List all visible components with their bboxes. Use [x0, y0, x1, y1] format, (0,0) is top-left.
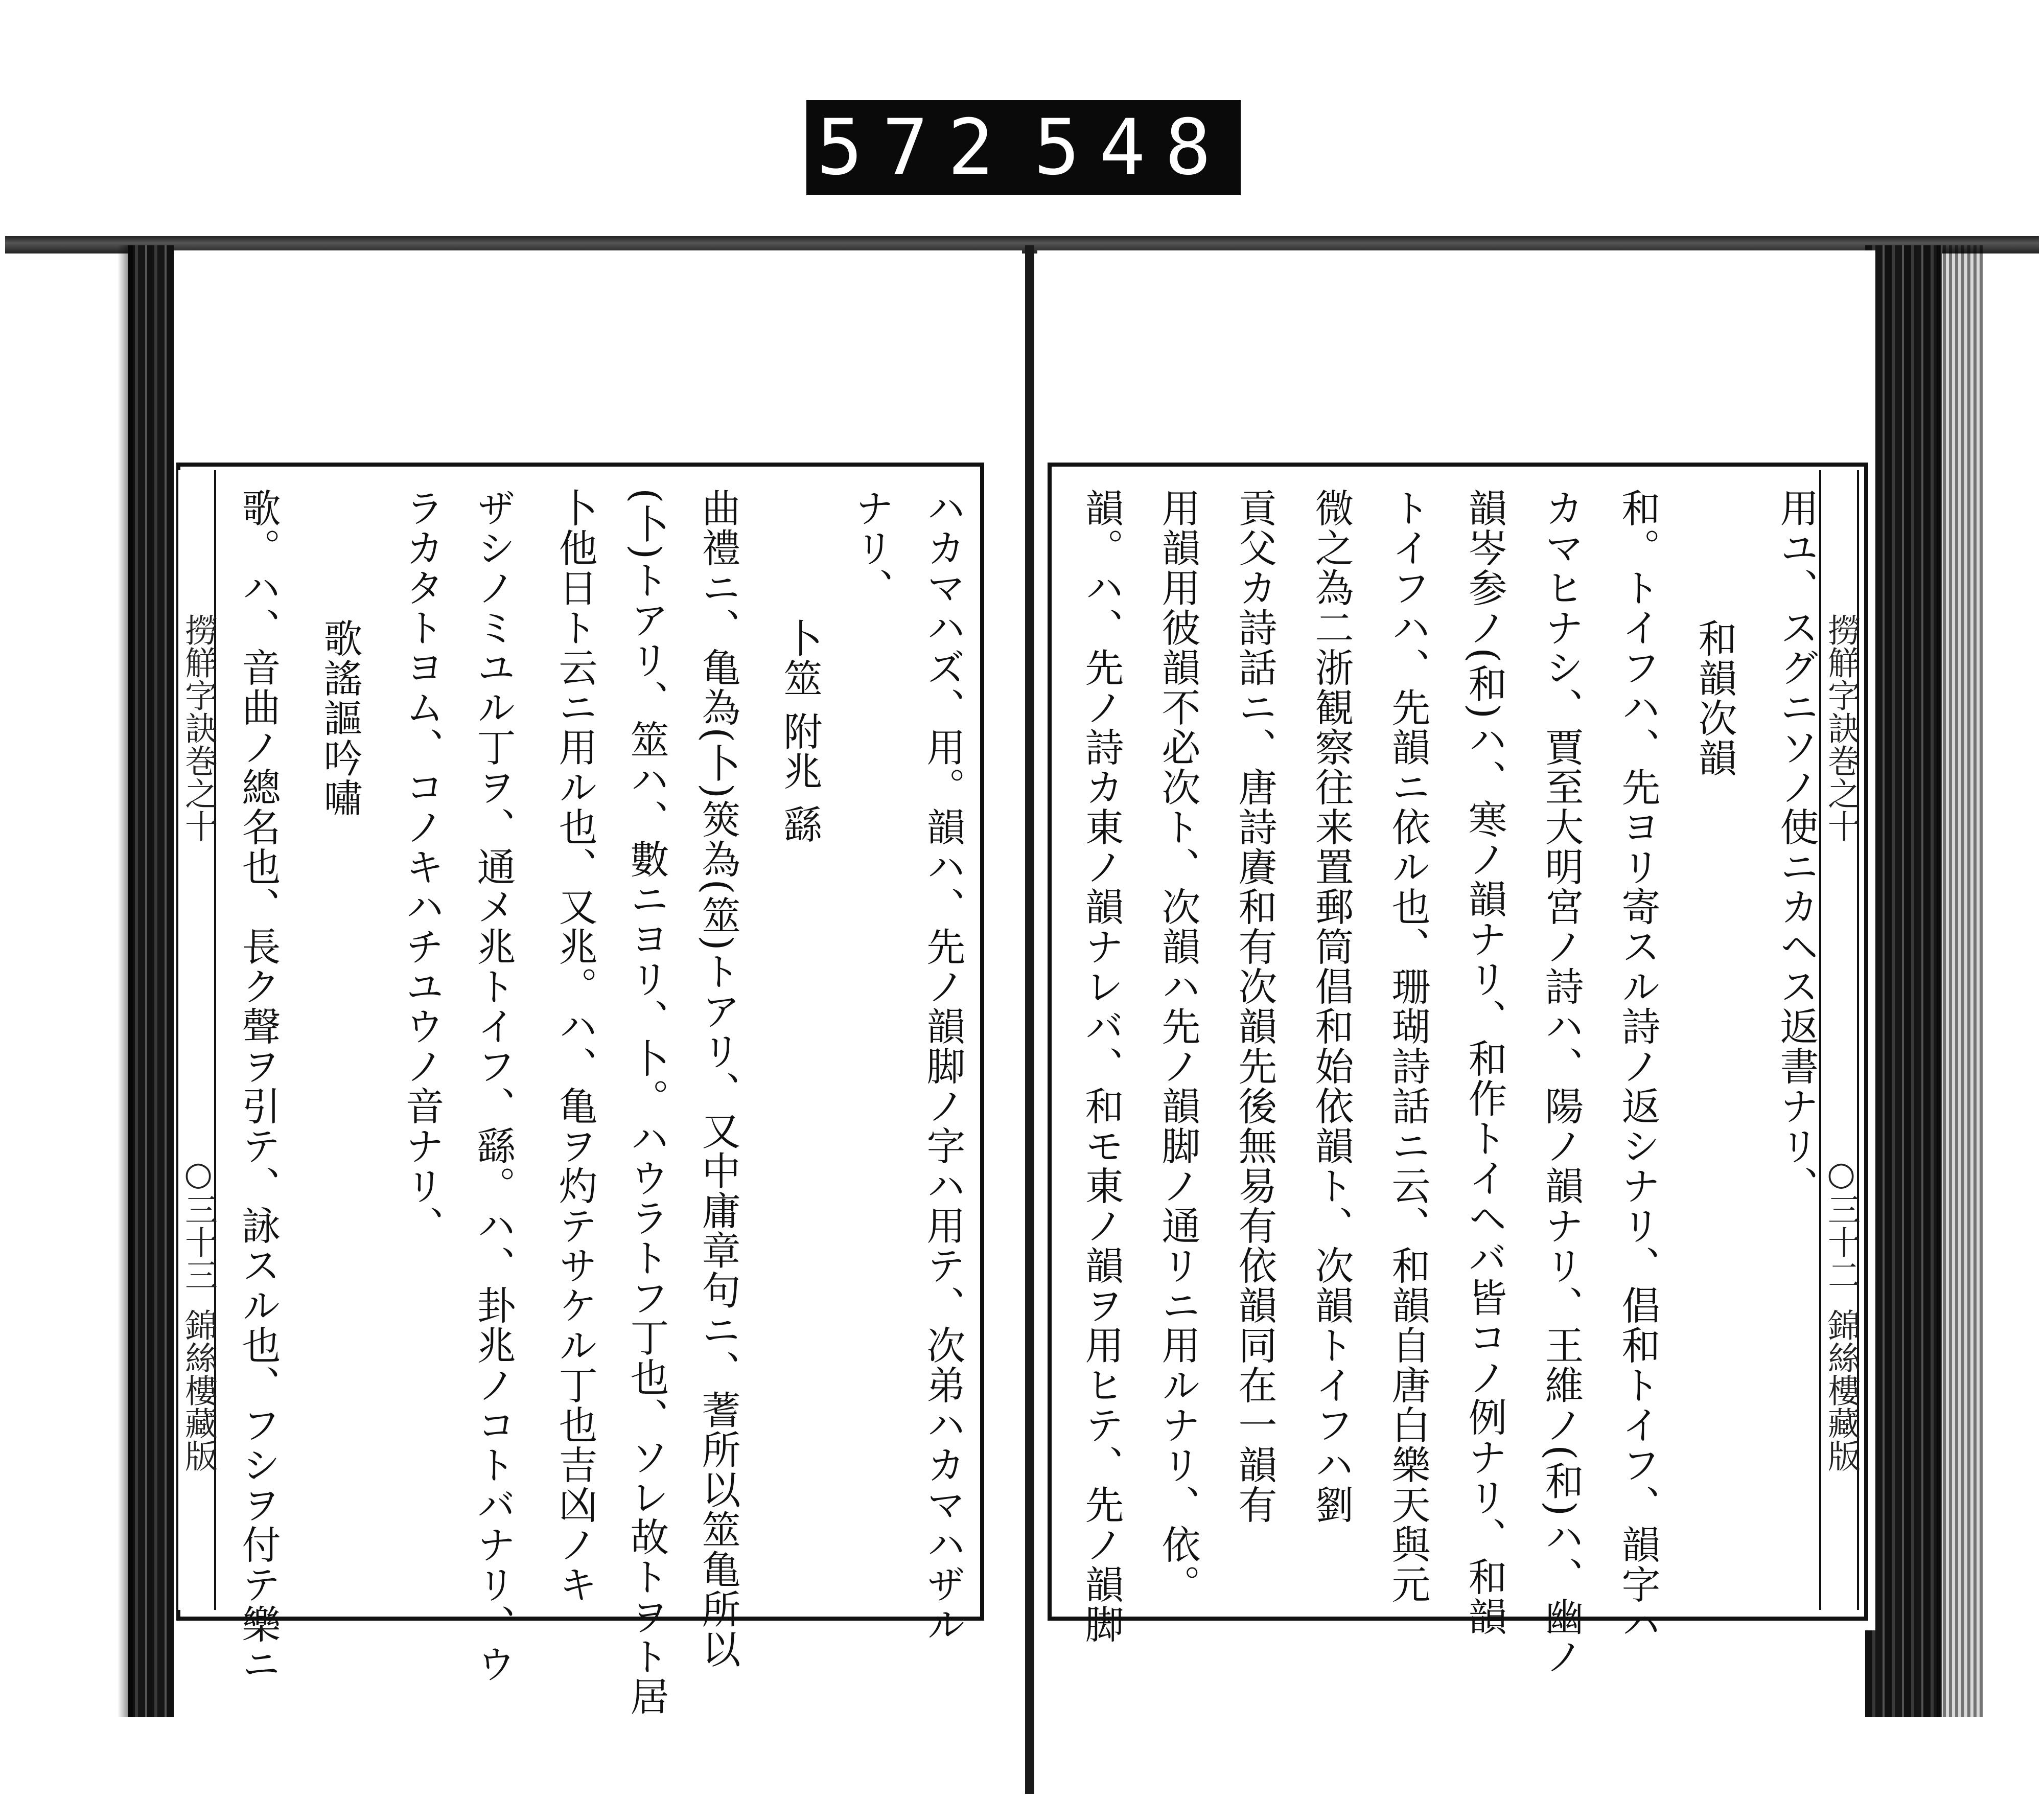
left-heading-bokuzei: 卜筮 附兆 繇	[777, 618, 823, 845]
left-heading-kayou: 歌謠謳吟嘯	[317, 618, 363, 818]
page-number-label	[806, 100, 1241, 195]
right-col-10: 韻。ハ、先ノ詩カ東ノ韻ナレバ、和モ東ノ韻ヲ用ヒテ、先ノ韻脚	[1079, 488, 1124, 1644]
right-edge-shadow	[1937, 245, 1983, 1717]
left-spine-publisher: 錦絲樓藏版	[179, 1308, 217, 1472]
right-spine-folio: ○三十二	[1822, 1155, 1860, 1291]
right-hanshin-column	[1819, 470, 1859, 1610]
left-edge-shadow	[118, 245, 133, 1717]
left-col-1: ハカマハズ、用。韻ハ、先ノ韻脚ノ字ハ用テ、次弟ハカマハザル	[920, 488, 966, 1644]
left-col-6: 卜他日ト云ニ用ル也、又兆。ハ、亀ヲ灼テサケル丁也吉凶ノキ	[552, 488, 598, 1604]
right-col-7: 微之為二浙観察往来置郵筒倡和始依韻ト、次韻トイフハ劉	[1309, 488, 1354, 1525]
right-col-5: 韻岑参ノ(和)ハ、寒ノ韻ナリ、和作トイヘバ皆コノ例ナリ、和韻	[1462, 488, 1507, 1637]
left-col-2: ナリ、	[849, 488, 894, 608]
right-book-edge	[1865, 245, 1942, 1717]
left-col-7: ザシノミユル丁ヲ、通メ兆トイフ、繇。ハ、卦兆ノコトバナリ、ウ	[471, 488, 516, 1684]
right-col-1: 用ユ、スグニソノ使ニカヘス返書ナリ、	[1774, 488, 1819, 1206]
right-col-6: トイフハ、先韻ニ依ル也、珊瑚詩話ニ云、和韻自唐白樂天與元	[1385, 488, 1431, 1604]
right-col-8: 貢父カ詩話ニ、唐詩賡和有次韻先後無易有依韻同在一韻有	[1232, 488, 1278, 1525]
left-col-4: 曲禮ニ、亀為(卜)筴為(筮)トアリ、又中庸章句ニ、蓍所以筮亀所以	[695, 488, 741, 1669]
right-col-3: 和。トイフハ、先ヨリ寄スル詩ノ返シナリ、倡和トイフ、韻字ハ	[1615, 488, 1661, 1644]
book-spine	[1025, 245, 1034, 1794]
left-col-5: (卜)トアリ、筮ハ、數ニヨリ、卜。ハウラトフ丁也、ソレ故トヲト居	[624, 488, 669, 1717]
left-page-number: 572	[817, 103, 1013, 192]
left-col-8: ラカタトヨム、コノキハチユウノ音ナリ、	[399, 488, 445, 1246]
right-heading-wain: 和韻次韻	[1692, 618, 1737, 778]
right-col-4: カマヒナシ、賈至大明宮ノ詩ハ、陽ノ韻ナリ、王維ノ(和)ハ、幽ノ	[1539, 488, 1584, 1677]
left-book-edge	[128, 245, 174, 1717]
right-spine-publisher: 錦絲樓藏版	[1822, 1308, 1860, 1472]
left-spine-title: 撈觧字訣巻之十	[179, 613, 217, 842]
left-hanshin-column	[176, 470, 216, 1610]
right-spine-title: 撈觧字訣巻之十	[1822, 613, 1860, 842]
left-spine-folio: ○三十三	[179, 1155, 217, 1291]
right-col-9: 用韻用彼韻不必次ト、次韻ハ先ノ韻脚ノ通リニ用ルナリ、依。	[1155, 488, 1201, 1604]
right-page-number: 548	[1034, 103, 1230, 192]
left-col-10: 歌。ハ、音曲ノ總名也、長ク聲ヲ引テ、詠スル也、フシヲ付テ樂ニ	[236, 488, 281, 1684]
